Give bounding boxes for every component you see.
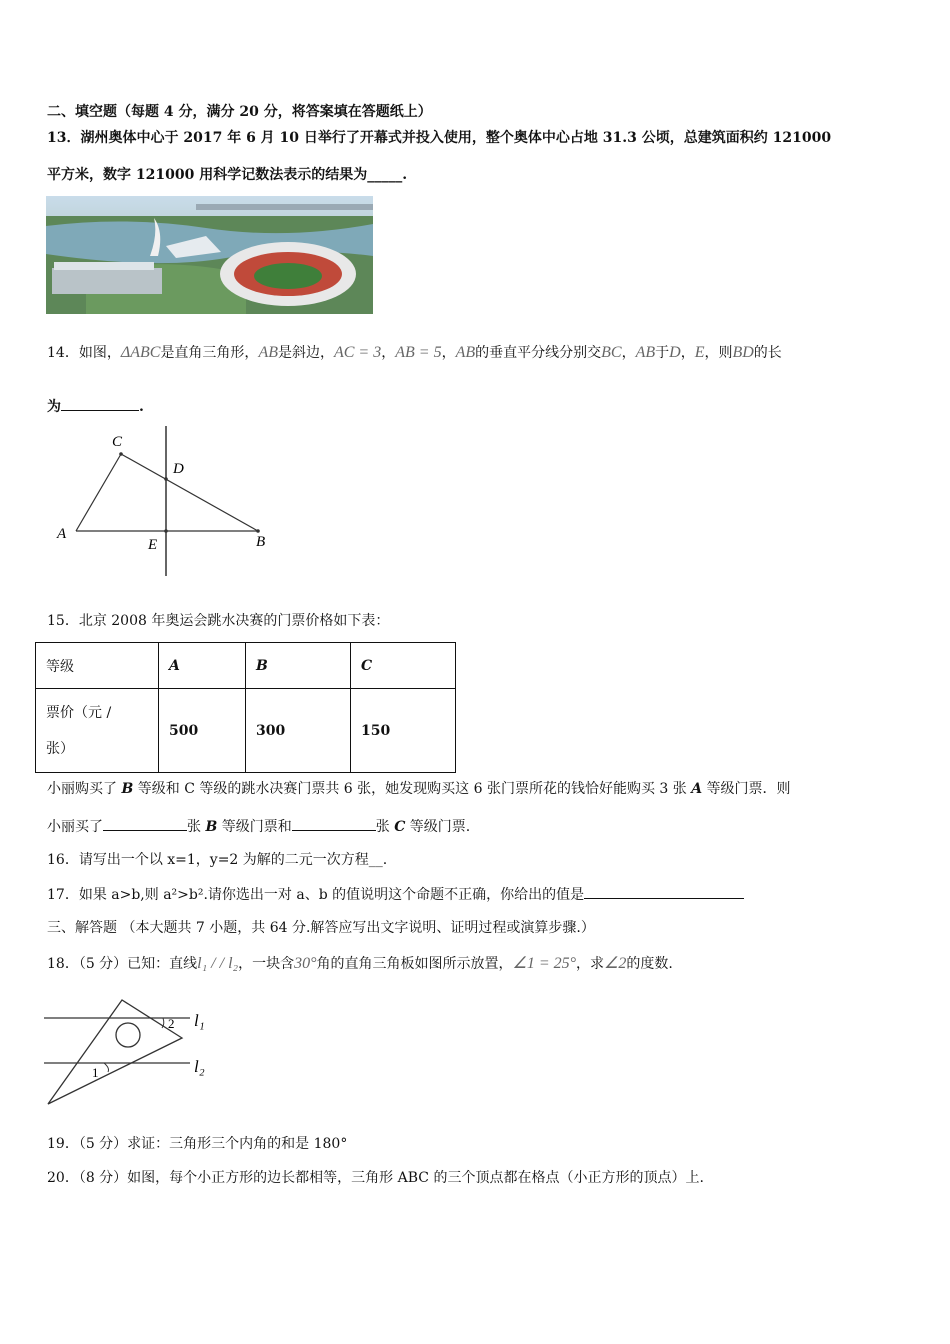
q18-t1: 18．（5 分）已知：直线	[47, 956, 198, 972]
q14-sep2: ，	[441, 345, 456, 361]
q14-d: D	[669, 344, 681, 361]
q14-t3: 的垂直平分线分别交	[475, 345, 602, 361]
q15-l2b: 张	[187, 819, 206, 835]
q14-ac: AC = 3	[333, 344, 382, 361]
q14-figure	[40, 420, 280, 580]
segment-ac	[76, 454, 121, 531]
header-grade: 等级	[36, 643, 159, 689]
q15-l2e: 等级门票.	[405, 819, 471, 835]
row-label-2: 张）	[46, 740, 74, 757]
q17-blank[interactable]	[584, 884, 744, 899]
q15-p2: 等级和 C 等级的跳水决赛门票共 6 张，她发现购买这 6 张门票所花的钱恰好能购买 3 张	[133, 781, 692, 797]
q14-ab3: AB	[635, 344, 656, 361]
segment-cb	[121, 454, 258, 531]
q14-ab: AB	[258, 344, 278, 361]
section-3-title: 三、解答题 （本大题共 7 小题，共 64 分.解答应写出文字说明、证明过程或演算步骤.）	[47, 920, 595, 936]
q20-text: 20．（8 分）如图，每个小正方形的边长都相等，三角形 ABC 的三个顶点都在格点（小正方形的顶点）上.	[47, 1170, 704, 1186]
price-c: 150	[351, 689, 456, 773]
ruler-hole	[116, 1023, 140, 1047]
q15-intro: 15．北京 2008 年奥运会跳水决赛的门票价格如下表：	[47, 613, 390, 629]
q14-wei: 为	[47, 399, 61, 415]
q14-t5: ，则	[704, 345, 733, 361]
header-c: C	[351, 643, 456, 689]
q14-blank[interactable]	[61, 396, 139, 411]
q14-t4: 于	[655, 345, 670, 361]
q15-para1	[47, 779, 791, 799]
price-a: 500	[159, 689, 246, 773]
q18-angle2: ∠2	[604, 955, 627, 972]
q14-num: 14．如图，	[47, 345, 121, 361]
label-c: C	[112, 434, 123, 450]
q15-l2c: 等级门票和	[217, 819, 292, 835]
q13-end: .	[402, 167, 408, 183]
table-price-row	[36, 689, 456, 773]
label-d: D	[173, 461, 184, 477]
q15-l2bb: B	[205, 819, 218, 835]
angle-2-label: 2	[168, 1016, 175, 1031]
q15-l2d: 张	[375, 819, 395, 835]
q14-line2	[47, 396, 144, 417]
q18-deg: 30°	[294, 955, 317, 972]
q14-bc: BC	[601, 344, 622, 361]
q14-sep3: ，	[621, 345, 636, 361]
header-b: B	[246, 643, 351, 689]
q15-blank-c[interactable]	[292, 816, 376, 831]
q14-line1	[47, 343, 782, 363]
q15-blank-b[interactable]	[103, 816, 187, 831]
q16-text: 16．请写出一个以 x=1，y=2 为解的二元一次方程__.	[47, 852, 388, 868]
triangle-ruler	[48, 1000, 182, 1104]
row-label	[36, 689, 159, 773]
q15-l2dc: C	[394, 819, 406, 835]
q14-ab5: AB = 5	[395, 344, 442, 361]
q18-line	[47, 954, 673, 974]
q14-ab2: AB	[455, 344, 476, 361]
l2-label: l₂	[194, 1057, 205, 1076]
label-b: B	[256, 534, 266, 550]
q18-angle1: ∠1 = 25°	[512, 955, 577, 972]
l1-label: l₁	[194, 1011, 205, 1030]
q13-blank: _____	[367, 167, 403, 183]
q18-t5: 的度数.	[626, 956, 673, 972]
row-label-1: 票价（元 /	[46, 704, 112, 721]
q14-t1: 是直角三角形，	[160, 345, 259, 361]
q18-t4: ，求	[576, 956, 605, 972]
section-2-title: 二、填空题（每题 4 分，满分 20 分，将答案填在答题纸上）	[47, 104, 432, 120]
price-b: 300	[246, 689, 351, 773]
q14-t6: 的长	[753, 345, 782, 361]
q15-l2a: 小丽买了	[47, 819, 103, 835]
q18-parallel: l₁ / / l₂	[197, 955, 239, 972]
header-a: A	[159, 643, 246, 689]
q17-line	[47, 884, 744, 905]
q14-sep1: ，	[381, 345, 396, 361]
q15-p3: 等级门票．则	[702, 781, 791, 797]
q13-text: 平方米，数字 121000 用科学记数法表示的结果为	[47, 167, 368, 183]
q18-t2: ，一块含	[238, 956, 295, 972]
q18-t3: 角的直角三角板如图所示放置，	[316, 956, 513, 972]
q14-bd: BD	[732, 344, 754, 361]
label-a: A	[57, 526, 67, 542]
angle-1-label: 1	[92, 1065, 99, 1080]
q14-t2: 是斜边，	[277, 345, 334, 361]
q17-text: 17．如果 a>b,则 a²>b².请你选出一对 a、b 的值说明这个命题不正确，你给出的值是	[47, 887, 585, 903]
q15-p2a: A	[691, 781, 703, 797]
q19-text: 19．（5 分）求证：三角形三个内角的和是 180°	[47, 1136, 348, 1152]
q14-e: E	[694, 344, 705, 361]
q15-p1b: B	[121, 781, 134, 797]
ticket-price-table	[35, 642, 456, 773]
q18-figure	[40, 994, 220, 1110]
label-e: E	[148, 537, 158, 553]
q15-p1: 小丽购买了	[47, 781, 122, 797]
stadium-photo	[46, 196, 373, 314]
q13-line1: 13．湖州奥体中心于 2017 年 6 月 10 日举行了开幕式并投入使用，整个奥体中心占地 31.3 公顷，总建筑面积约 121000	[47, 130, 832, 146]
q15-para2	[47, 816, 470, 837]
q13-line2	[47, 165, 407, 185]
q14-end: .	[139, 399, 144, 415]
table-header-row	[36, 643, 456, 689]
q14-sep4: ，	[680, 345, 695, 361]
q14-triangle: ΔABC	[120, 344, 161, 361]
